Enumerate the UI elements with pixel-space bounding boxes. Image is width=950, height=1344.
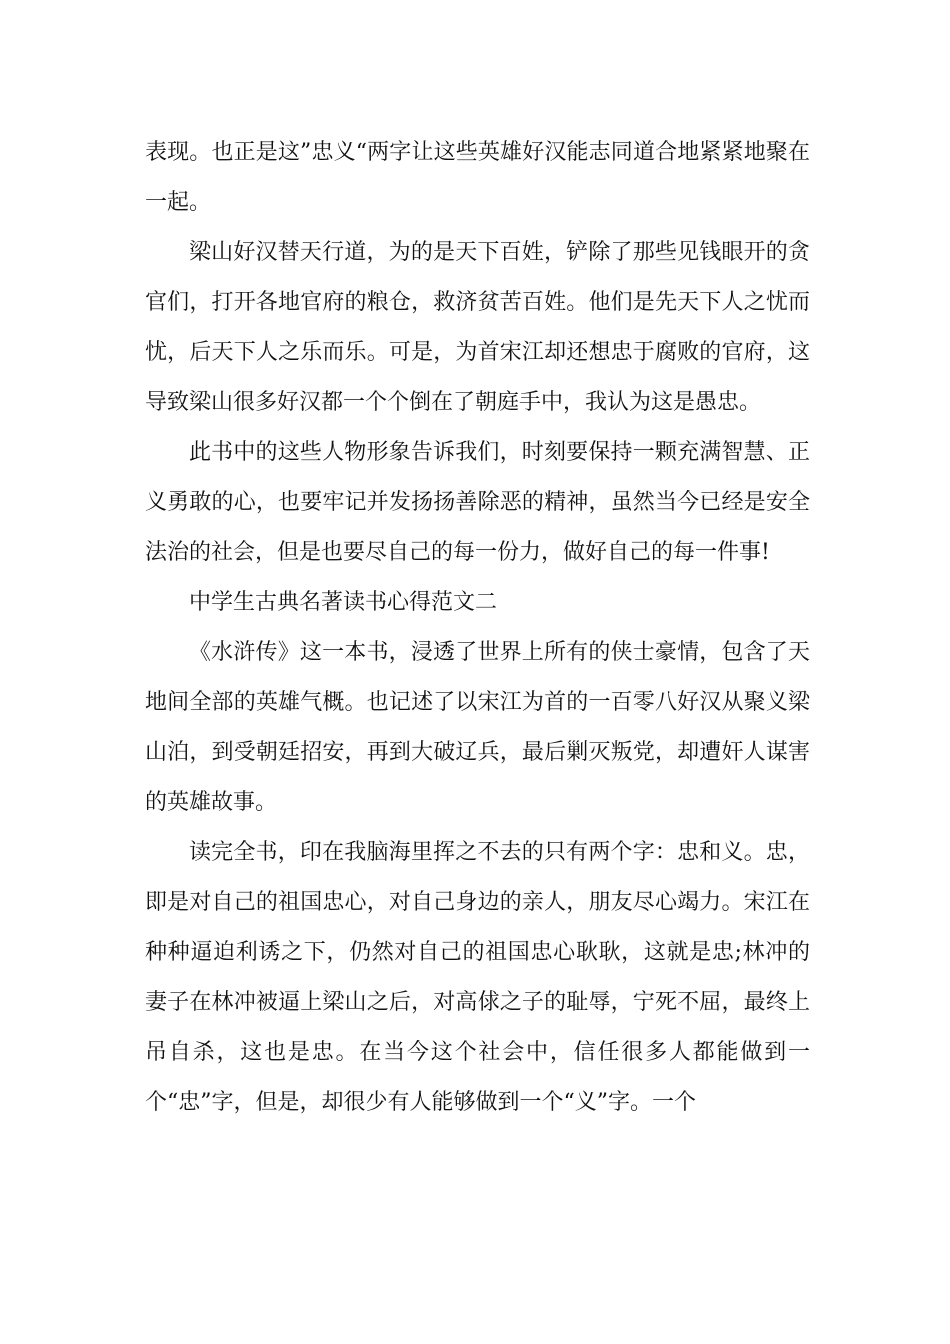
document-page xyxy=(145,128,810,1128)
section-heading: 中学生古典名著读书心得范文二 xyxy=(189,590,498,615)
paragraph-intro-shuihu: 《水浒传》这一本书，浸透了世界上所有的侠士豪情，包含了天地间全部的英雄气概。也记述了以宋江为首的一百零八好汉从聚义梁山泊，到受朝廷招安，再到大破辽兵，最后剿灭叛党，却遭奸人谋害的英雄故事。 xyxy=(145,640,810,815)
paragraph-liangshan: 梁山好汉替天行道，为的是天下百姓，铲除了那些见钱眼开的贪官们，打开各地官府的粮仓，救济贫苦百姓。他们是先天下人之忧而忧，后天下人之乐而乐。可是，为首宋江却还想忠于腐败的官府，这导致梁山很多好汉都一个个倒在了朝庭手中，我认为这是愚忠。 xyxy=(145,240,810,415)
paragraph-continuation: 表现。也正是这”忠义“两字让这些英雄好汉能志同道合地紧紧地聚在一起。 xyxy=(145,140,810,215)
paragraph-lesson: 此书中的这些人物形象告诉我们，时刻要保持一颗充满智慧、正义勇敢的心，也要牢记并发扬扬善除恶的精神，虽然当今已经是安全法治的社会，但是也要尽自己的每一份力，做好自己的每一件事! xyxy=(145,440,810,565)
paragraph-loyalty: 读完全书，印在我脑海里挥之不去的只有两个字：忠和义。忠，即是对自己的祖国忠心，对自己身边的亲人，朋友尽心竭力。宋江在种种逼迫利诱之下，仍然对自己的祖国忠心耿耿，这就是忠;林冲的妻子在林冲被逼上梁山之后，对高俅之子的耻辱，宁死不屈，最终上吊自杀，这也是忠。在当今这个社会中，信任很多人都能做到一个“忠”字，但是，却很少有人能够做到一个“义”字。一个 xyxy=(145,840,810,1115)
